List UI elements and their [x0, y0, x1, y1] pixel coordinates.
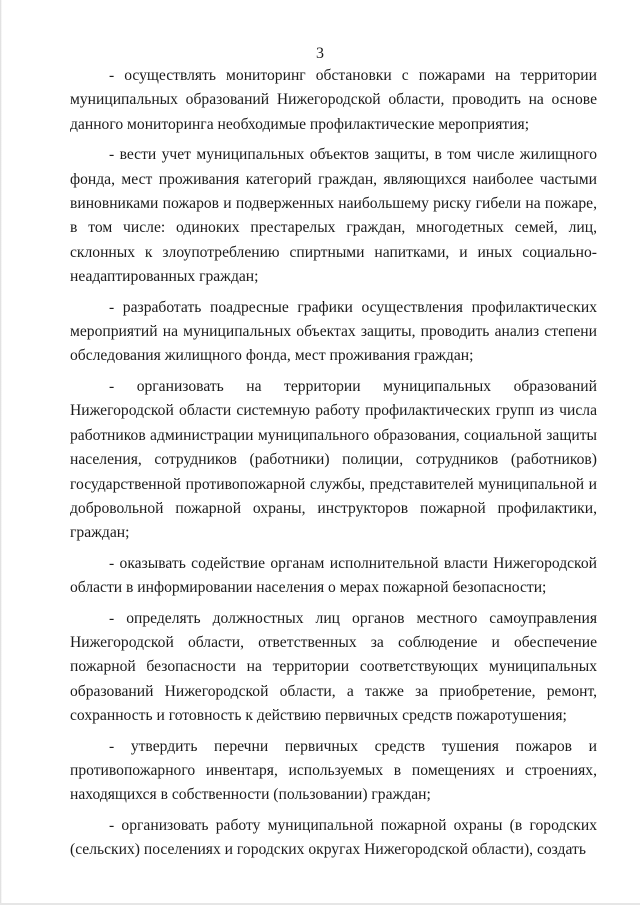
paragraph-schedules: - разработать поадресные графики осуществления профилактических мероприятий на муниципальных объектах защиты, проводить анализ степени обследования жилищного фонда, мест проживания граждан; [70, 298, 597, 365]
paragraph-prevention-groups: - организовать на территории муниципальных образований Нижегородской области системную работу профилактических групп из числа работников администрации муниципального образования, социальной защиты населения, сотрудников (работники) полиции, сотрудников (работников) государственной противопожарной службы, представителей муниципальной и добровольной пожарной охраны, инструкторов пожарной профилактики, граждан; [70, 377, 597, 542]
paragraph-registry: - вести учет муниципальных объектов защиты, в том числе жилищного фонда, мест проживания категорий граждан, являющихся наиболее частыми виновниками пожаров и подверженных наибольшему риску гибели на пожаре, в том числе: одиноких престарелых граждан, многодетных семей, лиц, склонных к злоупотреблению спиртными напитками, и иных социально-неадаптированных граждан; [70, 146, 597, 286]
paragraph-officials: - определять должностных лиц органов местного самоуправления Нижегородской области, ответственных за соблюдение и обеспечение пожарной безопасности на территории соответствующих муниципальных образований Нижегородской области, а также за приобретение, ремонт, сохранность и готовность к действию первичных средств пожаротушения; [70, 609, 597, 725]
paragraph-fire-guard: - организовать работу муниципальной пожарной охраны (в городских (сельских) поселениях и городских округах Нижегородской области), создать [70, 816, 597, 859]
paragraph-monitoring: - осуществлять мониторинг обстановки с пожарами на территории муниципальных образований Нижегородской области, проводить на основе данного мониторинга необходимые профилактические мероприятия; [70, 67, 597, 133]
page-number: 3 [316, 45, 324, 62]
scan-edge [0, 0, 2, 905]
paragraph-equipment-lists: - утвердить перечни первичных средств тушения пожаров и противопожарного инвентаря, используемых в помещениях и строениях, находящихся в собственности (пользовании) граждан; [70, 737, 597, 804]
paragraph-informing: - оказывать содействие органам исполнительной власти Нижегородской области в информировании населения о мерах пожарной безопасности; [70, 554, 597, 597]
document-body [70, 64, 597, 863]
